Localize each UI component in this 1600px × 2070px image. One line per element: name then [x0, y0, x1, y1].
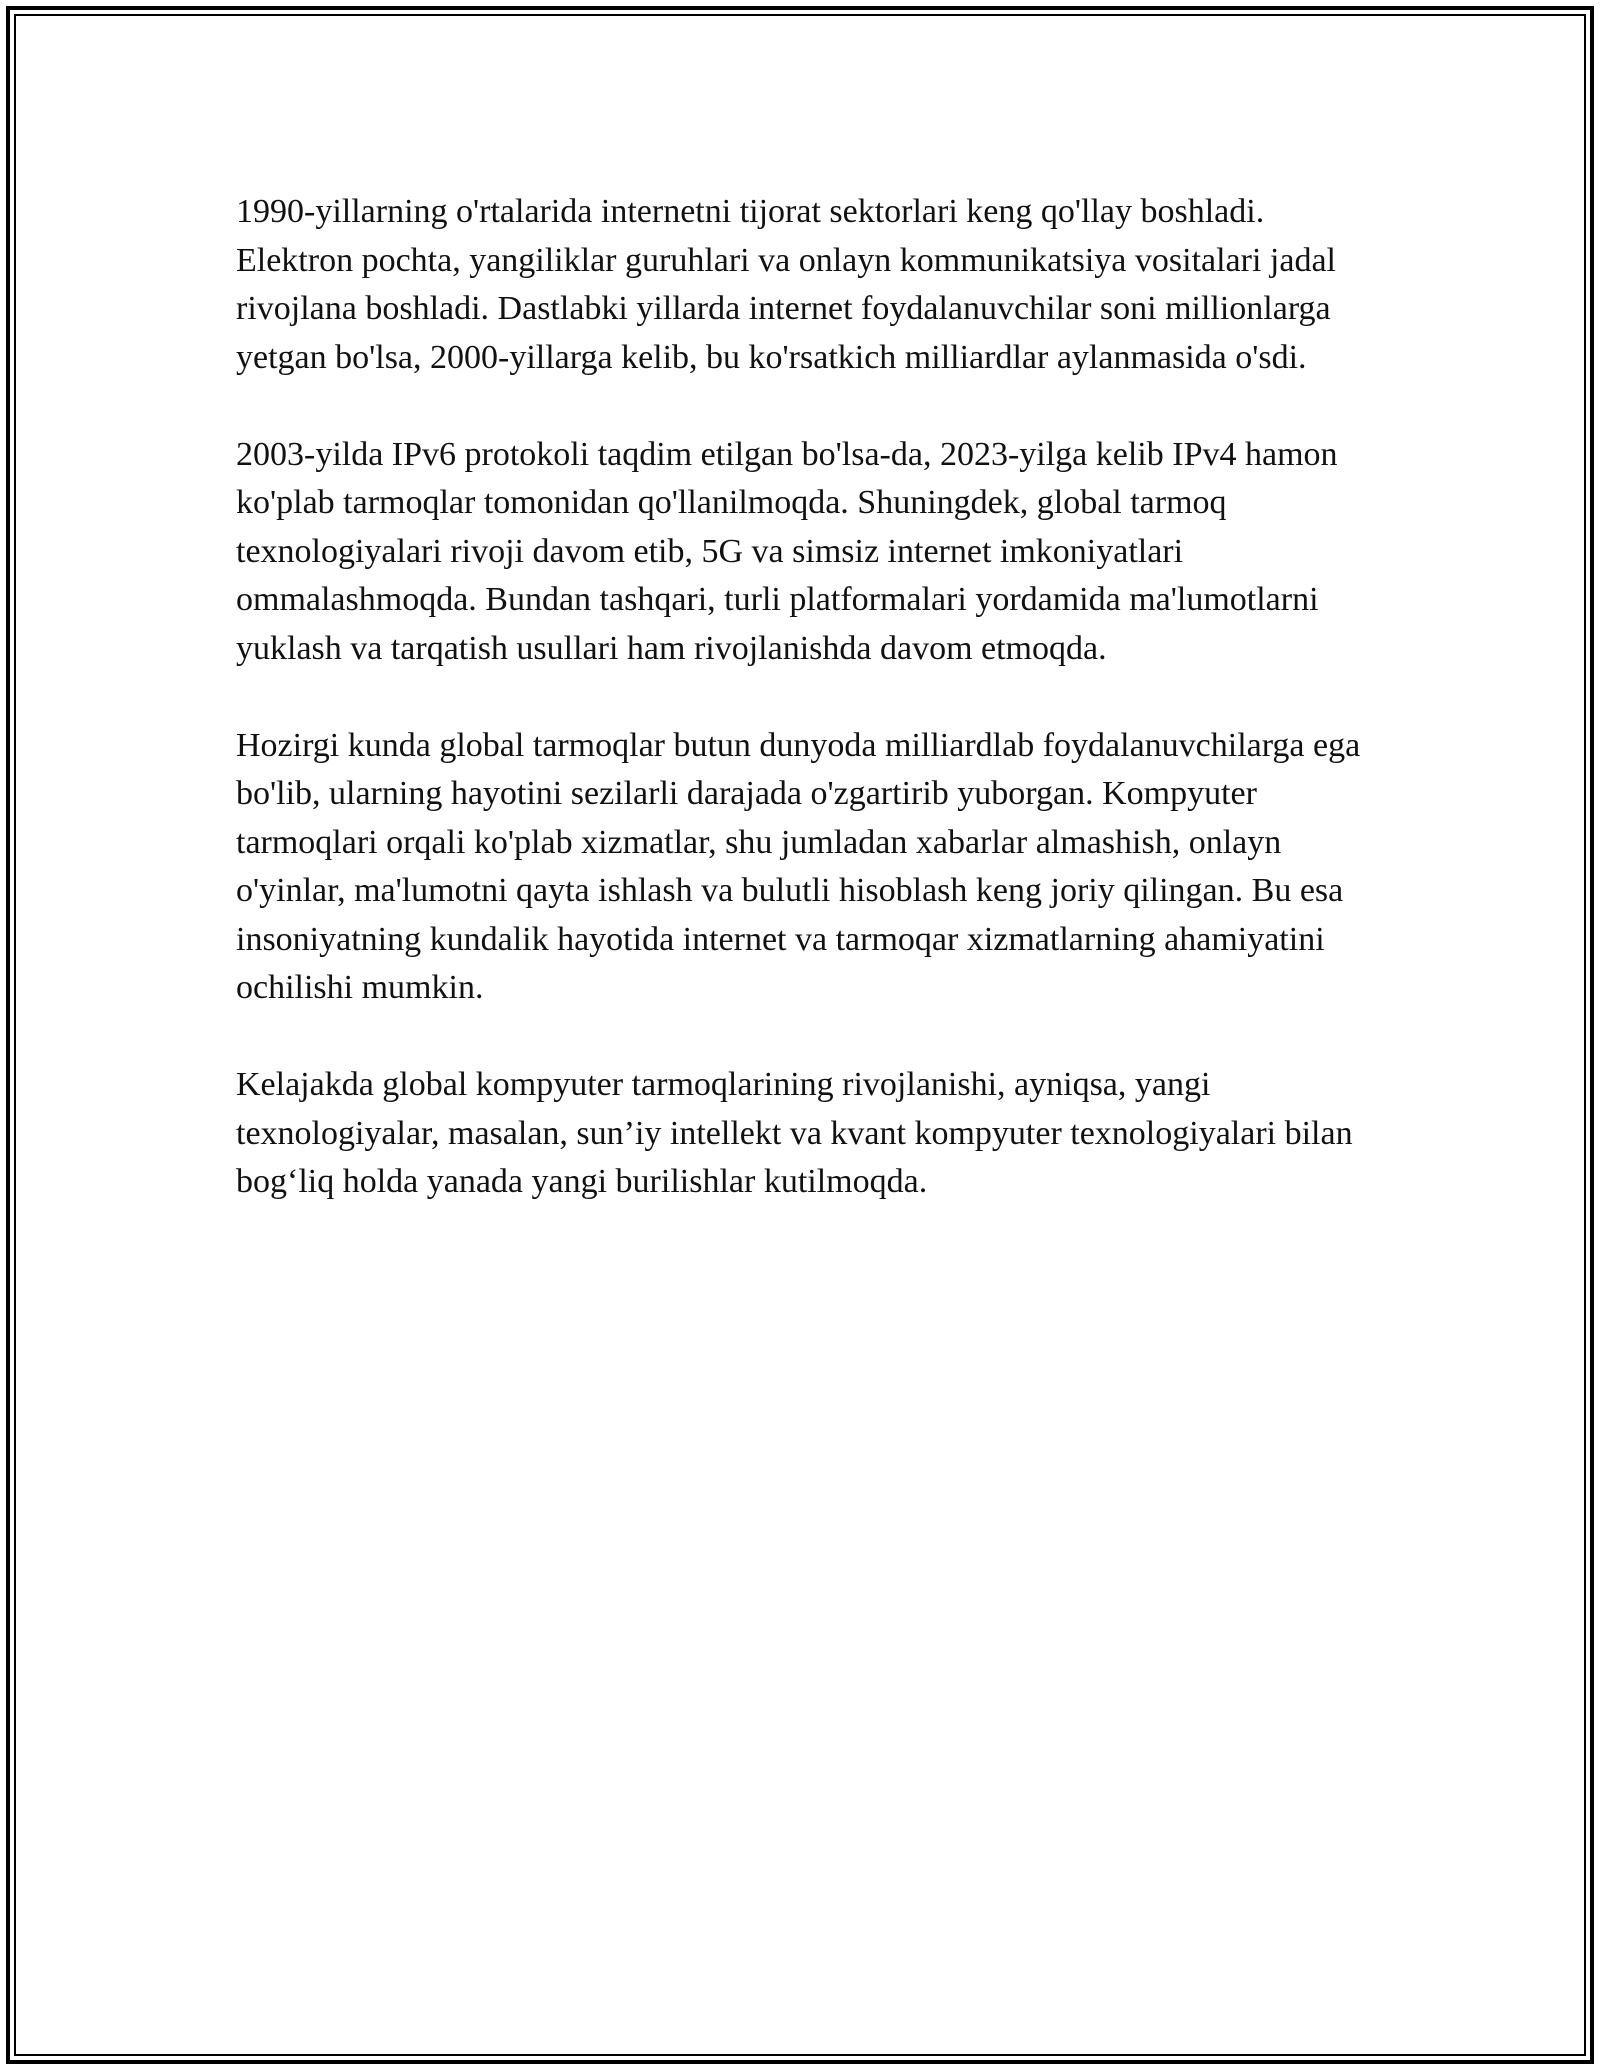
paragraph-1: 1990-yillarning o'rtalarida internetni tijorat sektorlari keng qo'llay boshladi. Elektron pochta, yangiliklar guruhlari va onlayn kommunikatsiya vositalari jadal rivojlana boshladi. Dastlabki yillarda internet foydalanuvchilar soni millionlarga yetgan bo'lsa, 2000-yillarga kelib, bu ko'rsatkich milliardlar aylanmasida o'sdi. [236, 193, 1336, 376]
paragraph-3: Hozirgi kunda global tarmoqlar butun dunyoda milliardlab foydalanuvchilarga ega bo'lib, ularning hayotini sezilarli darajada o'zgartirib yuborgan. Kompyuter tarmoqlari orqali ko'plab xizmatlar, shu jumladan xabarlar almashish, onlayn o'yinlar, ma'lumotni qayta ishlash va bulutli hisoblash keng joriy qilingan. Bu esa insoniyatning kundalik hayotida internet va tarmoqar xizmatlarning ahamiyatini ochilishi mumkin. [236, 726, 1361, 1006]
paragraph-2: 2003-yilda IPv6 protokoli taqdim etilgan bo'lsa-da, 2023-yilga kelib IPv4 hamon ko'plab tarmoqlar tomonidan qo'llanilmoqda. Shuningdek, global tarmoq texnologiyalari rivoji davom etib, 5G va simsiz internet imkoniyatlari ommalashmoqda. Bundan tashqari, turli platformalari yordamida ma'lumotlarni yuklash va tarqatish usullari ham rivojlanishda davom etmoqda. [236, 435, 1338, 667]
paragraph-4: Kelajakda global kompyuter tarmoqlarining rivojlanishi, ayniqsa, yangi texnologiyalar, masalan, sun’iy intellekt va kvant kompyuter texnologiyalari bilan bog‘liq holda yanada yangi burilishlar kutilmoqda. [236, 1066, 1353, 1200]
document-body [236, 188, 1366, 1255]
